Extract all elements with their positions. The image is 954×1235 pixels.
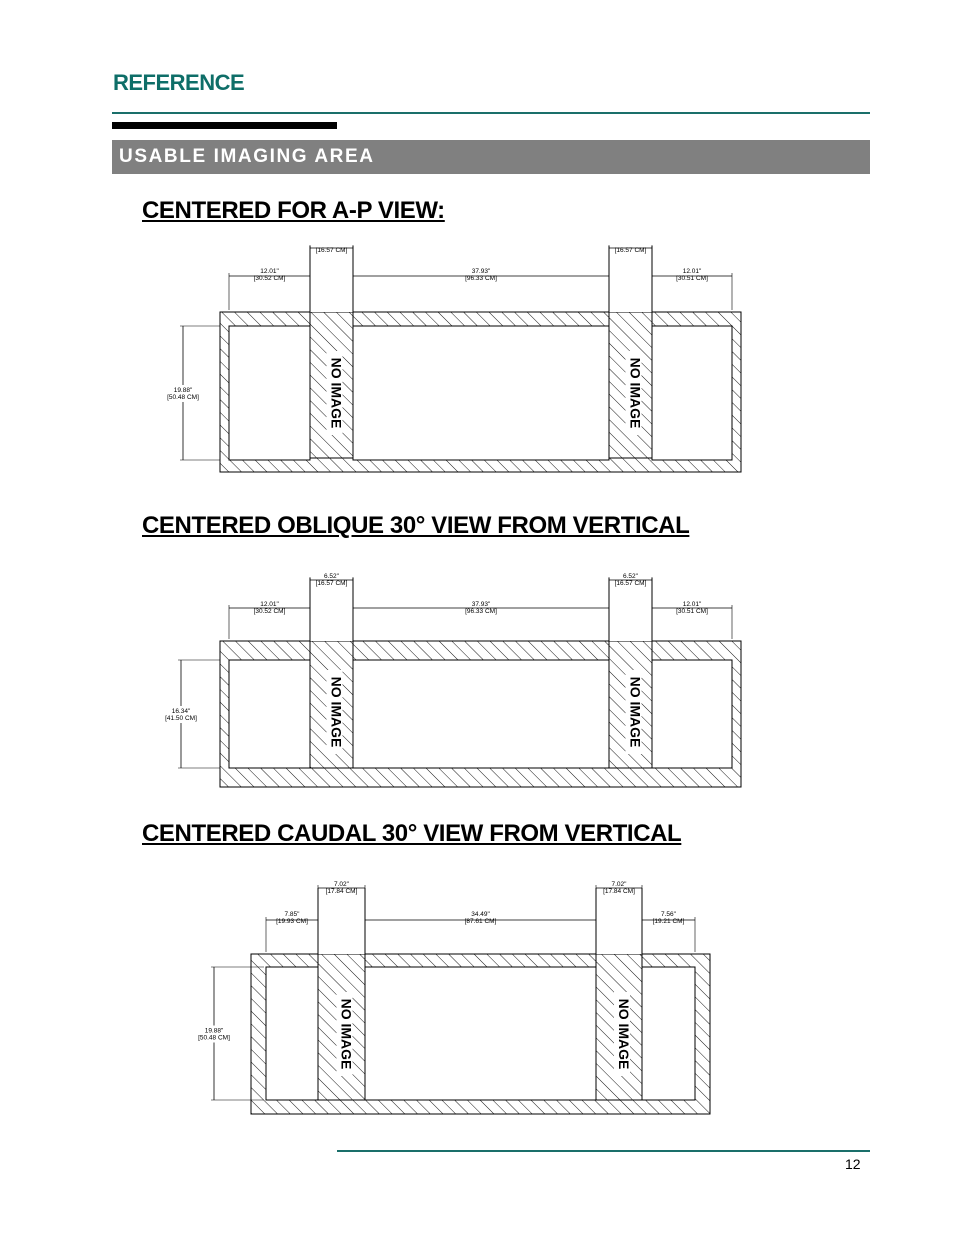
caudal-view-heading: CENTERED CAUDAL 30° VIEW FROM VERTICAL [142, 820, 682, 847]
imaging-window [353, 660, 609, 768]
ap-view-diagram [160, 238, 760, 478]
ap-view-heading: CENTERED FOR A-P VIEW: [142, 197, 445, 224]
dimension-label: 7.02" [17.84 CM] [603, 881, 635, 895]
imaging-window [652, 660, 732, 768]
dimension-label: [16.57 CM] [614, 247, 647, 254]
height-dimension-label: 16.34" [41.50 CM] [165, 708, 197, 722]
dimension-label: 12.01" [30.52 CM] [253, 601, 286, 615]
imaging-window [229, 326, 310, 460]
footer-rule [337, 1150, 870, 1152]
dimension-label: 12.01" [30.52 CM] [253, 268, 286, 282]
height-dimension-label: 19.88" [50.48 CM] [167, 387, 199, 401]
imaging-window [353, 326, 609, 460]
imaging-window [266, 967, 318, 1100]
page-section-title: REFERENCE [113, 70, 245, 95]
section-banner-title: USABLE IMAGING AREA [119, 146, 375, 167]
dimension-label: 6.52" [16.57 CM] [614, 573, 647, 587]
dimension-label: 12.01" [30.51 CM] [676, 601, 708, 615]
dimension-label: 7.56" [19.21 CM] [652, 911, 685, 925]
imaging-window [365, 967, 596, 1100]
no-image-label: NO IMAGE [328, 676, 345, 748]
page-number: 12 [845, 1156, 861, 1172]
dimension-label: 7.02" [17.84 CM] [325, 881, 358, 895]
oblique-view-diagram [160, 566, 760, 792]
dimension-label: 7.85" [19.93 CM] [276, 911, 308, 925]
no-image-label: NO IMAGE [338, 998, 355, 1070]
no-image-label: NO IMAGE [627, 676, 644, 748]
dimension-label: [16.57 CM] [315, 247, 348, 254]
dimension-label: 37.93" [96.33 CM] [465, 601, 497, 615]
dimension-label: 6.52" [16.57 CM] [315, 573, 348, 587]
dimension-label: 34.49" [87.61 CM] [464, 911, 497, 925]
header-rule [112, 112, 870, 114]
no-image-label: NO IMAGE [328, 357, 345, 429]
dimension-label: 12.01" [30.51 CM] [676, 268, 708, 282]
no-image-label: NO IMAGE [616, 998, 632, 1070]
dimension-label: 37.93" [96.33 CM] [465, 268, 497, 282]
caudal-view-diagram [190, 874, 730, 1120]
imaging-window [652, 326, 732, 460]
section-banner [112, 140, 870, 174]
header-accent-bar [112, 122, 337, 129]
oblique-view-heading: CENTERED OBLIQUE 30° VIEW FROM VERTICAL [142, 512, 690, 539]
height-dimension-label: 19.88" [50.48 CM] [198, 1027, 230, 1042]
no-image-label: NO IMAGE [627, 357, 644, 429]
imaging-window [229, 660, 310, 768]
imaging-window [642, 967, 695, 1100]
